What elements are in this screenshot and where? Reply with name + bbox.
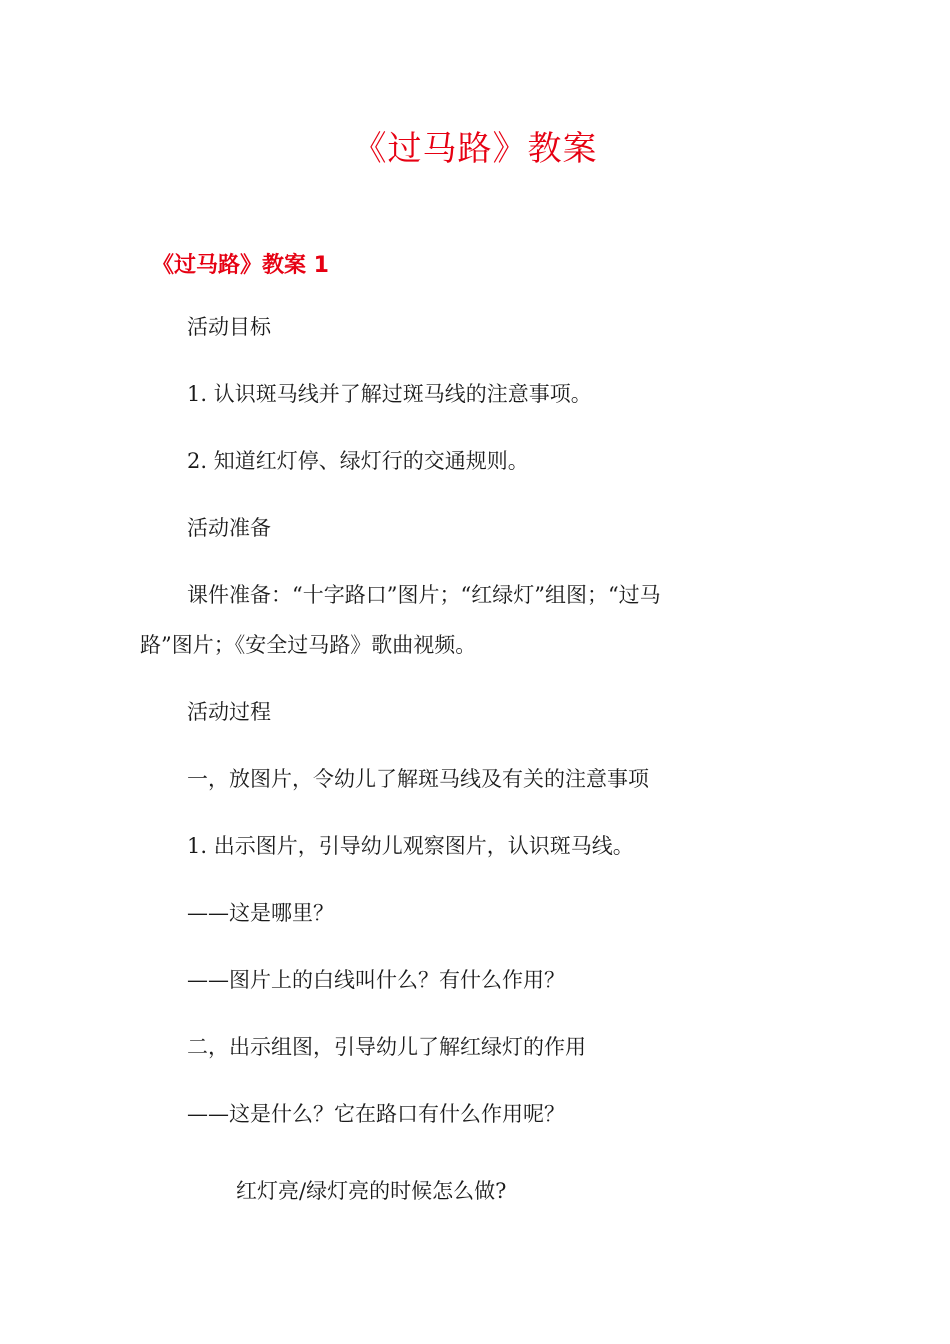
paragraph-question-lights: 红灯亮/绿灯亮的时候怎么做? bbox=[236, 1179, 507, 1203]
document-title: 《过马路》教案 bbox=[352, 129, 598, 169]
paragraph-question-white-lines: ——图片上的白线叫什么？有什么作用？ bbox=[187, 968, 565, 992]
paragraph-question-where: ——这是哪里？ bbox=[187, 901, 334, 925]
paragraph-activity-goals: 活动目标 bbox=[187, 315, 271, 339]
paragraph-step-one: 一，放图片，令幼儿了解斑马线及有关的注意事项 bbox=[187, 767, 649, 791]
paragraph-question-what: ——这是什么？它在路口有什么作用呢？ bbox=[187, 1102, 565, 1126]
paragraph-goal-2: 2. 知道红灯停、绿灯行的交通规则。 bbox=[187, 449, 529, 473]
section-heading: 《过马路》教案 1 bbox=[152, 253, 329, 278]
paragraph-courseware-prep-continued: 路”图片；《安全过马路》歌曲视频。 bbox=[140, 633, 477, 657]
paragraph-step-two: 二，出示组图，引导幼儿了解红绿灯的作用 bbox=[187, 1035, 586, 1059]
paragraph-goal-1: 1. 认识斑马线并了解过斑马线的注意事项。 bbox=[187, 382, 592, 406]
paragraph-step-one-1: 1. 出示图片，引导幼儿观察图片，认识斑马线。 bbox=[187, 834, 634, 858]
paragraph-activity-process: 活动过程 bbox=[187, 700, 271, 724]
paragraph-courseware-prep: 课件准备：“十字路口”图片；“红绿灯”组图；“过马 bbox=[187, 583, 661, 607]
paragraph-activity-prep: 活动准备 bbox=[187, 516, 271, 540]
